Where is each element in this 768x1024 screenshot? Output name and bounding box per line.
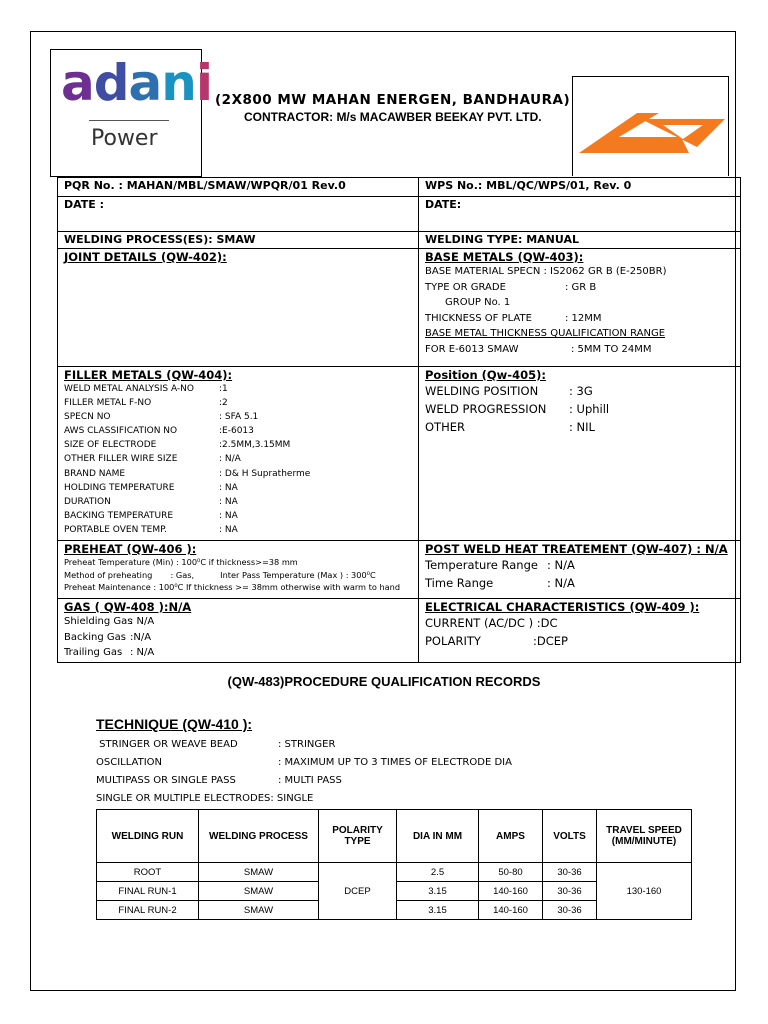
filler-value: : NA (219, 496, 238, 507)
table-row (97, 863, 692, 882)
electrical-list (425, 614, 734, 650)
amps-cell: 140-160 (479, 901, 543, 920)
filler-metals-cell (58, 367, 419, 541)
filler-value: :1 (219, 384, 228, 394)
position-row (425, 400, 734, 418)
pqr-heading: (QW-483)PROCEDURE QUALIFICATION RECORDS (227, 674, 541, 689)
technique-row (96, 757, 512, 768)
run-cell: FINAL RUN-1 (97, 882, 199, 901)
filler-row (64, 396, 412, 410)
column-header: WELDING RUN (97, 810, 199, 863)
preheat-maintenance: Preheat Maintenance : 100⁰C If thickness >= 38mm otherwise with warm to hand (64, 582, 401, 592)
technique-label: STRINGER OR WEAVE BEAD (96, 739, 238, 750)
dia-cell: 2.5 (397, 863, 479, 882)
runs-header-row (97, 810, 692, 863)
gas-list (64, 614, 412, 661)
gas-value: : N/A (130, 647, 155, 658)
filler-row (64, 523, 412, 537)
process-cell: SMAW (199, 901, 319, 920)
dia-cell: 3.15 (397, 882, 479, 901)
filler-row (64, 382, 412, 396)
filler-value: : D& H Supratherme (219, 468, 311, 479)
filler-label: BRAND NAME (64, 468, 126, 479)
filler-metals-title: FILLER METALS (QW-404): (64, 368, 233, 382)
filler-value: : N/A (219, 454, 241, 465)
run-cell: FINAL RUN-2 (97, 901, 199, 920)
type-grade-value: : GR B (565, 281, 597, 293)
filler-value: : NA (219, 510, 238, 521)
filler-label: AWS CLASSIFICATION NO (64, 426, 178, 437)
technique-label: MULTIPASS OR SINGLE PASS (96, 775, 236, 786)
filler-metals-list (64, 382, 412, 537)
filler-label: FILLER METAL F-NO (64, 398, 152, 409)
gas-title: GAS ( QW-408 ):N/A (64, 600, 192, 614)
volts-cell: 30-36 (543, 901, 597, 920)
filler-label: PORTABLE OVEN TEMP. (64, 524, 167, 535)
project-title: (2X800 MW MAHAN ENERGEN, BANDHAURA) (215, 92, 571, 108)
position-row (425, 418, 734, 436)
technique-label: SINGLE OR MULTIPLE ELECTRODES: SINGLE (96, 793, 314, 804)
contractor-line: CONTRACTOR: M/s MACAWBER BEEKAY PVT. LTD. (244, 110, 542, 124)
column-header: DIA IN MM (397, 810, 479, 863)
joint-details-title: JOINT DETAILS (QW-402): (64, 250, 227, 264)
pwht-label: Time Range (425, 576, 494, 590)
electrical-row (425, 632, 734, 650)
amps-cell: 50-80 (479, 863, 543, 882)
filler-row (64, 438, 412, 452)
polarity-cell: DCEP (319, 863, 397, 920)
position-label: OTHER (425, 420, 465, 434)
electrical-label: POLARITY (425, 634, 481, 648)
filler-label: BACKING TEMPERATURE (64, 510, 174, 521)
position-value: : 3G (569, 384, 593, 398)
pwht-list (425, 556, 734, 592)
gas-label: Shielding Gas (64, 616, 133, 627)
base-material-spec: BASE MATERIAL SPECN : IS2062 GR B (E-250BR) (425, 266, 667, 277)
electrical-title: ELECTRICAL CHARACTERISTICS (QW-409 ): (425, 600, 700, 614)
logo-sub: Power (91, 126, 158, 151)
column-header: AMPS (479, 810, 543, 863)
gas-row (64, 645, 412, 661)
type-grade-label: TYPE OR GRADE (425, 281, 506, 293)
pwht-label: Temperature Range (425, 558, 538, 572)
position-list (425, 382, 734, 436)
position-value: : Uphill (569, 402, 610, 416)
position-value: : NIL (569, 420, 595, 434)
technique-value: : MAXIMUM UP TO 3 TIMES OF ELECTRODE DIA (278, 757, 512, 768)
range-label: FOR E-6013 SMAW (425, 343, 519, 355)
electrical-row (425, 614, 734, 632)
preheat-title: PREHEAT (QW-406 ): (64, 542, 197, 556)
technique-value: : STRINGER (278, 739, 336, 750)
electrical-value: :DCEP (533, 634, 568, 648)
gas-value: :N/A (130, 631, 152, 643)
contractor-logo (572, 76, 729, 176)
column-header: TRAVEL SPEED (MM/MINUTE) (597, 810, 692, 863)
base-metals-cell (419, 249, 741, 367)
thickness-range-title: BASE METAL THICKNESS QUALIFICATION RANGE (425, 328, 666, 339)
position-title: Position (Qw-405): (425, 368, 546, 382)
preheat-temperature: Preheat Temperature (Min) : 100⁰C if thickness>=38 mm (64, 557, 298, 567)
position-cell (419, 367, 741, 541)
preheat-cell (58, 541, 419, 599)
welding-type: WELDING TYPE: MANUAL (419, 232, 741, 249)
plate-thickness-label: THICKNESS OF PLATE (425, 312, 532, 324)
filler-label: SIZE OF ELECTRODE (64, 440, 157, 451)
process-cell: SMAW (199, 863, 319, 882)
wps-number: WPS No.: MBL/QC/WPS/01, Rev. 0 (419, 178, 741, 197)
gas-label: Trailing Gas (64, 647, 123, 658)
macawber-logo-icon (579, 107, 727, 155)
process-cell: SMAW (199, 882, 319, 901)
filler-row (64, 452, 412, 466)
pwht-row (425, 574, 734, 592)
position-label: WELD PROGRESSION (425, 402, 547, 416)
filler-row (64, 509, 412, 523)
run-cell: ROOT (97, 863, 199, 882)
filler-value: :E-6013 (219, 426, 254, 437)
volts-cell: 30-36 (543, 882, 597, 901)
column-header: POLARITY TYPE (319, 810, 397, 863)
electrical-cell (419, 599, 741, 663)
filler-row (64, 481, 412, 495)
filler-label: DURATION (64, 496, 111, 507)
gas-row (64, 630, 412, 646)
technique-title: TECHNIQUE (QW-410 ): (96, 716, 253, 732)
pqr-number: PQR No. : MAHAN/MBL/SMAW/WPQR/01 Rev.0 (58, 178, 419, 197)
filler-value: : NA (219, 482, 238, 493)
technique-value: : MULTI PASS (278, 775, 342, 786)
column-header: WELDING PROCESS (199, 810, 319, 863)
logo-brand: adani (61, 54, 213, 112)
filler-row (64, 410, 412, 424)
pwht-title: POST WELD HEAT TREATEMENT (QW-407) : N/A (425, 542, 728, 556)
wps-form-table (57, 177, 741, 663)
filler-row (64, 424, 412, 438)
technique-label: OSCILLATION (96, 757, 162, 768)
range-value: : 5MM TO 24MM (571, 343, 652, 355)
pwht-value: : N/A (547, 558, 575, 572)
date-left: DATE : (58, 197, 419, 232)
volts-cell: 30-36 (543, 863, 597, 882)
filler-label: HOLDING TEMPERATURE (64, 482, 175, 493)
filler-label: WELD METAL ANALYSIS A-NO (64, 384, 194, 394)
filler-value: : NA (219, 524, 238, 535)
welding-runs-table (96, 809, 692, 920)
adani-power-logo (50, 49, 213, 177)
base-metals-title: BASE METALS (QW-403): (425, 250, 584, 264)
column-header: VOLTS (543, 810, 597, 863)
amps-cell: 140-160 (479, 882, 543, 901)
filler-label: SPECN NO (64, 412, 111, 423)
technique-row (96, 775, 342, 786)
date-right: DATE: (419, 197, 741, 232)
technique-row (96, 793, 313, 804)
group-no: GROUP No. 1 (445, 297, 511, 308)
gas-value: : N/A (130, 616, 155, 627)
technique-row (96, 739, 335, 750)
logo-divider (89, 120, 169, 121)
gas-label: Backing Gas (64, 631, 127, 643)
filler-row (64, 467, 412, 481)
filler-label: OTHER FILLER WIRE SIZE (64, 454, 178, 465)
preheat-method: Method of preheating : Gas, Inter Pass Temperature (Max ) : 300⁰C (64, 569, 376, 580)
filler-value: :2.5MM,3.15MM (219, 440, 291, 451)
pwht-cell (419, 541, 741, 599)
plate-thickness-value: : 12MM (565, 312, 602, 324)
welding-process: WELDING PROCESS(ES): SMAW (58, 232, 419, 249)
travel-speed-cell: 130-160 (597, 863, 692, 920)
pwht-row (425, 556, 734, 574)
gas-row (64, 614, 412, 630)
position-label: WELDING POSITION (425, 384, 539, 398)
gas-cell (58, 599, 419, 663)
dia-cell: 3.15 (397, 901, 479, 920)
filler-value: : SFA 5.1 (219, 412, 259, 423)
electrical-label: CURRENT (AC/DC ) :DC (425, 616, 558, 630)
filler-row (64, 495, 412, 509)
joint-details-cell (58, 249, 419, 367)
pwht-value: : N/A (547, 576, 575, 590)
position-row (425, 382, 734, 400)
filler-value: :2 (219, 398, 228, 409)
